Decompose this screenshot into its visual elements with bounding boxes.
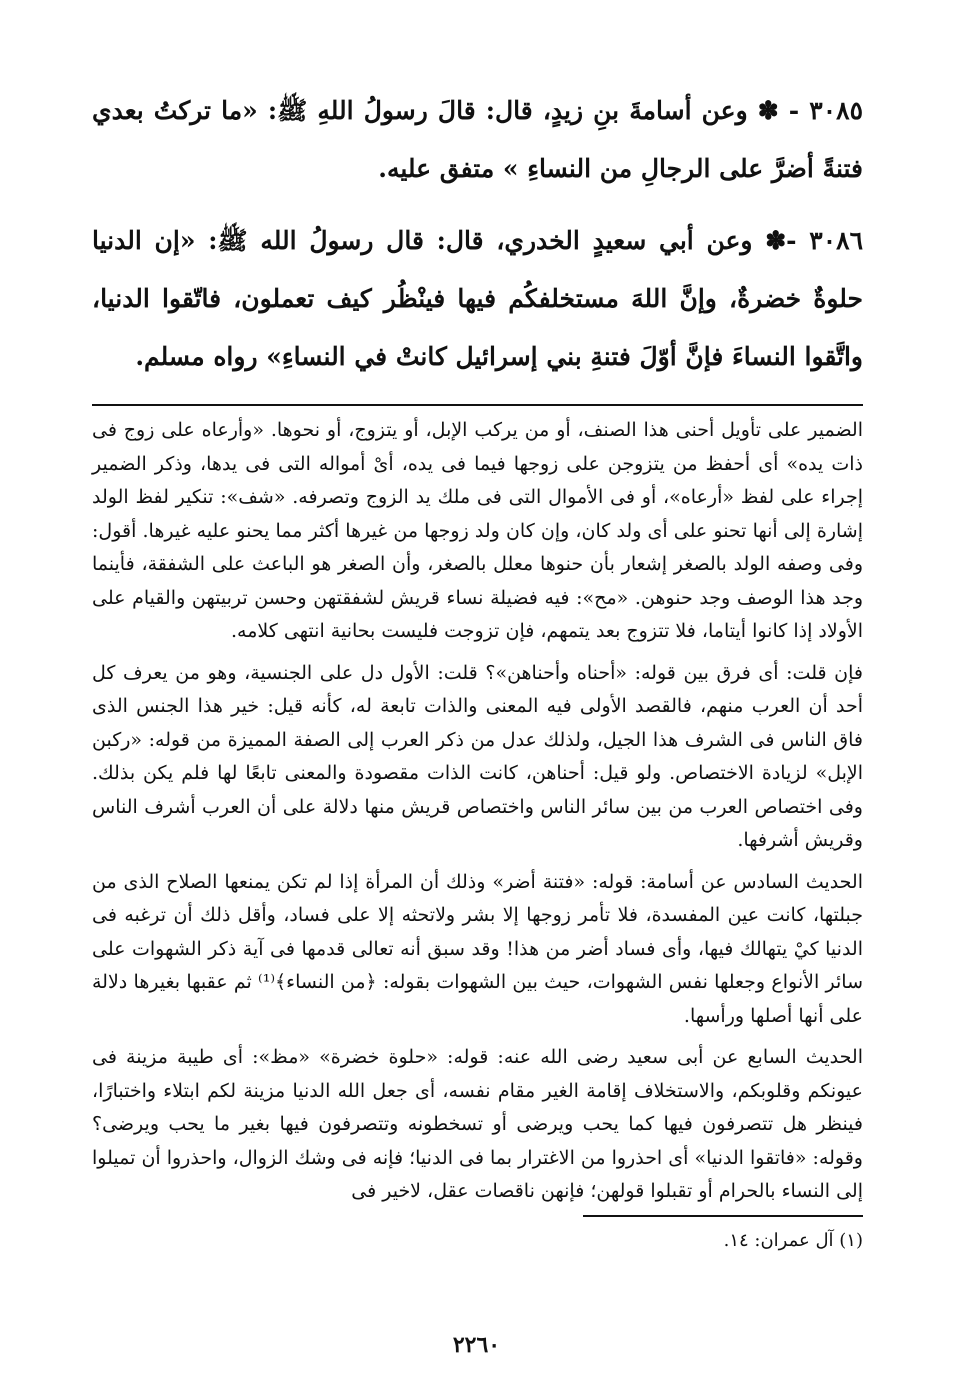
commentary-paragraph: الحديث السابع عن أبى سعيد رضى الله عنه: قوله: «حلوة خضرة» «مظ»: أى طيبة مزينة فى عيونكم وقلوبكم، والاستخلاف إقامة الغير مقام نفسه، أى جعل الله الدنيا مزينة لكم ابتلاء واختبارًا، فينظر هل تتصرفون فيها كما يحب ويرضى أو تسخطونه وتتصرفون فيها بغير ما يحب ويرضى؟ وقوله: «فاتقوا الدنيا» أى احذروا من الاغترار بما فى الدنيا؛ فإنه فى وشك الزوال، واحذروا أن تميلوا إلى النساء بالحرام أو تقبلوا قولهن؛ فإنهن ناقصات عقل، لاخير فى [92,1046,863,1202]
commentary-paragraph: فإن قلت: أى فرق بين قوله: «أحناه وأحناهن»؟ قلت: الأول دل على الجنسية، وهو من يعرف كل أحد أن العرب منهم، فالقصد الأولى فيه المعنى والذات تابعة له، كأنه قيل: خير هذا الجنس الذى فاق الناس فى الشرف هذا الجيل، ولذلك عدل من ذكر العرب إلى الصفة المميزة من قوله: «ركبن الإبل» لزيادة الاختصاص. ولو قيل: أحناهن، كانت الذات مقصودة والمعنى تابعًا لها فلم يكن بذلك. وفى اختصاص العرب من بين سائر الناس واختصاص قريش منها دلالة على أن العرب أشرف الناس وقريش أشرفها. [92,661,863,851]
hadith-3086: ٣٠٨٦ -✽ وعن أبي سعيدٍ الخدري، قال: قال رسولُ الله ﷺ: «إن الدنيا حلوةٌ خضرةٌ، وإنَّ اللهَ مستخلفكُم فيها فينْظُر كيف تعملون، فاتّقوا الدنيا، واتَّقوا النساءَ فإنَّ أوّلَ فتنةِ بني إسرائيل كانتْ في النساءِ» رواه مسلم. [92,226,863,371]
page-number: ٢٢٦٠ [452,1332,501,1358]
footnote: (١) آل عمران: ١٤. [723,1229,863,1251]
commentary-paragraph: الضمير على تأويل أحنى هذا الصنف، أو من يركب الإبل، أو يتزوج، أو نحوها. «وأرعاه على زوج فى ذات يده» أى أحفظ من يتزوجن على زوجها فيما فى يده، أىْ أمواله التى فى يدها، وذكر الضمير إجراء على لفظ «أرعاه»، أو فى الأموال التى فى ملك يد الزوج وتصرفه. «شف»: تنكير لفظ الولد إشارة إلى أنها تحنو على أى ولد كان، وإن كان ولد زوجها من غيرها أكثر مما يحنو عليه غيرها. أقول: وفى وصفه الولد بالصغر إشعار بأن حنوها معلل بالصغر، وأن الصغر هو الباعث على الشفقة، فأينما وجد هذا الوصف وجد حنوهن. «مح»: فيه فضيلة نساء قريش لشفقتهن وحسن تربيتهن والقيام على الأولاد إذا كانوا أيتاما، فلا تتزوج بعد يتمهم، فإن تزوجت فليست بحانية انتهى كلامه. [92,419,863,642]
hadith-3085: ٣٠٨٥ - ✽ وعن أسامةَ بنِ زيدٍ، قال: قالَ رسولُ اللهِ ﷺ: «ما تركتُ بعدي فتنةً أضرَّ على الرجالِ من النساءِ » متفق عليه. [92,96,863,183]
section-divider [92,404,863,406]
footnote-divider [583,1215,863,1217]
commentary-paragraph: الحديث السادس عن أسامة: قوله: «فتنة أضر» وذلك أن المرأة إذا لم تكن يمنعها الصلاح الذى من جبلتها، كانت عين المفسدة، فلا تأمر زوجها إلا بشر ولاتحثه إلا على فساد، وأقل ذلك أن ترغبه فى الدنيا كيْ يتهالك فيها، وأى فساد أضر من هذا! وقد سبق أنه تعالى قدمها فى آية ذكر الشهوات على سائر الأنواع وجعلها نفس الشهوات، حيث بين الشهوات بقوله: ﴿من النساء﴾⁽¹⁾ ثم عقبها بغيرها دلالة على أنها أصلها ورأسها. [92,870,863,1027]
